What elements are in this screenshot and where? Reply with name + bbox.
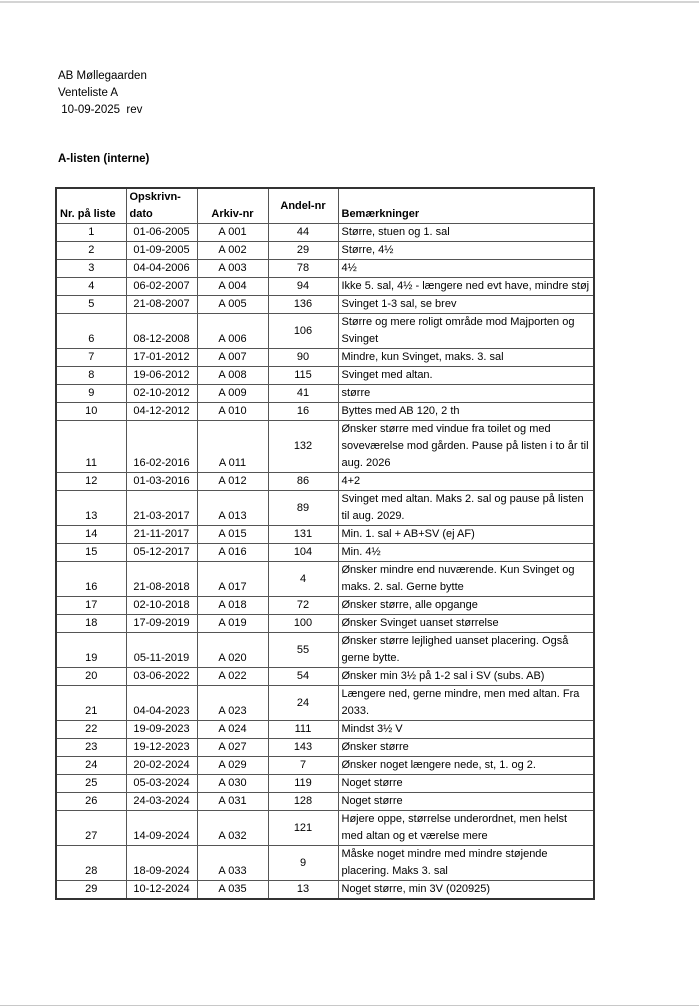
row-andel: 115 bbox=[268, 367, 338, 385]
row-remarks: Ønsker Svinget uanset størrelse bbox=[338, 615, 594, 633]
row-arkiv: A 001 bbox=[197, 224, 268, 242]
table-row bbox=[56, 846, 594, 881]
row-dato: 06-02-2007 bbox=[126, 278, 197, 296]
row-nr: 1 bbox=[56, 224, 126, 242]
table-row bbox=[56, 881, 594, 900]
row-arkiv: A 024 bbox=[197, 721, 268, 739]
table-row bbox=[56, 686, 594, 721]
row-arkiv: A 010 bbox=[197, 403, 268, 421]
row-andel: 131 bbox=[268, 526, 338, 544]
row-arkiv: A 023 bbox=[197, 686, 268, 721]
table-row bbox=[56, 473, 594, 491]
row-dato: 04-04-2023 bbox=[126, 686, 197, 721]
table-row bbox=[56, 349, 594, 367]
row-remarks: Ønsker mindre end nuværende. Kun Svinget og maks. 2. sal. Gerne bytte bbox=[338, 562, 594, 597]
row-dato: 18-09-2024 bbox=[126, 846, 197, 881]
row-remarks: Større, stuen og 1. sal bbox=[338, 224, 594, 242]
section-title: A-listen (interne) bbox=[58, 153, 150, 165]
row-nr: 19 bbox=[56, 633, 126, 668]
row-andel: 121 bbox=[268, 811, 338, 846]
row-remarks: Mindre, kun Svinget, maks. 3. sal bbox=[338, 349, 594, 367]
table-row bbox=[56, 421, 594, 473]
header-dato bbox=[126, 188, 197, 224]
row-dato: 21-11-2017 bbox=[126, 526, 197, 544]
row-nr: 16 bbox=[56, 562, 126, 597]
row-dato: 02-10-2012 bbox=[126, 385, 197, 403]
table-row bbox=[56, 615, 594, 633]
page-bottom-edge bbox=[0, 1005, 699, 1006]
row-nr: 25 bbox=[56, 775, 126, 793]
row-remarks: Ønsker min 3½ på 1-2 sal i SV (subs. AB) bbox=[338, 668, 594, 686]
row-andel: 9 bbox=[268, 846, 338, 881]
header-andel: Andel-nr bbox=[268, 188, 338, 224]
table-row bbox=[56, 526, 594, 544]
row-andel: 119 bbox=[268, 775, 338, 793]
row-andel: 72 bbox=[268, 597, 338, 615]
row-andel: 106 bbox=[268, 314, 338, 349]
row-remarks: Længere ned, gerne mindre, men med altan. Fra 2033. bbox=[338, 686, 594, 721]
row-remarks: Svinget med altan. Maks 2. sal og pause på listen til aug. 2029. bbox=[338, 491, 594, 526]
row-andel: 90 bbox=[268, 349, 338, 367]
row-remarks: Byttes med AB 120, 2 th bbox=[338, 403, 594, 421]
row-arkiv: A 030 bbox=[197, 775, 268, 793]
row-nr: 5 bbox=[56, 296, 126, 314]
row-dato: 21-08-2007 bbox=[126, 296, 197, 314]
table-row bbox=[56, 757, 594, 775]
row-nr: 10 bbox=[56, 403, 126, 421]
row-remarks: Svinget 1-3 sal, se brev bbox=[338, 296, 594, 314]
table-row bbox=[56, 278, 594, 296]
row-andel: 94 bbox=[268, 278, 338, 296]
row-arkiv: A 004 bbox=[197, 278, 268, 296]
row-arkiv: A 032 bbox=[197, 811, 268, 846]
table-row bbox=[56, 811, 594, 846]
row-nr: 7 bbox=[56, 349, 126, 367]
row-nr: 23 bbox=[56, 739, 126, 757]
table-row bbox=[56, 314, 594, 349]
row-remarks: Svinget med altan. bbox=[338, 367, 594, 385]
row-dato: 19-09-2023 bbox=[126, 721, 197, 739]
row-arkiv: A 029 bbox=[197, 757, 268, 775]
row-dato: 01-03-2016 bbox=[126, 473, 197, 491]
page-top-edge bbox=[0, 1, 699, 3]
row-remarks: Ikke 5. sal, 4½ - længere ned evt have, mindre støj bbox=[338, 278, 594, 296]
row-arkiv: A 016 bbox=[197, 544, 268, 562]
row-nr: 9 bbox=[56, 385, 126, 403]
row-remarks: Måske noget mindre med mindre støjende placering. Maks 3. sal bbox=[338, 846, 594, 881]
table-row bbox=[56, 668, 594, 686]
row-arkiv: A 008 bbox=[197, 367, 268, 385]
row-dato: 10-12-2024 bbox=[126, 881, 197, 900]
row-arkiv: A 035 bbox=[197, 881, 268, 900]
row-nr: 28 bbox=[56, 846, 126, 881]
row-remarks: 4½ bbox=[338, 260, 594, 278]
row-andel: 13 bbox=[268, 881, 338, 900]
row-dato: 20-02-2024 bbox=[126, 757, 197, 775]
table-row bbox=[56, 260, 594, 278]
table-row bbox=[56, 544, 594, 562]
row-nr: 27 bbox=[56, 811, 126, 846]
row-nr: 21 bbox=[56, 686, 126, 721]
row-andel: 41 bbox=[268, 385, 338, 403]
row-nr: 2 bbox=[56, 242, 126, 260]
row-dato: 02-10-2018 bbox=[126, 597, 197, 615]
row-nr: 8 bbox=[56, 367, 126, 385]
row-arkiv: A 002 bbox=[197, 242, 268, 260]
row-nr: 4 bbox=[56, 278, 126, 296]
row-nr: 3 bbox=[56, 260, 126, 278]
row-arkiv: A 018 bbox=[197, 597, 268, 615]
table-row bbox=[56, 775, 594, 793]
row-remarks: Ønsker større, alle opgange bbox=[338, 597, 594, 615]
row-andel: 100 bbox=[268, 615, 338, 633]
row-remarks: Noget større bbox=[338, 775, 594, 793]
row-andel: 4 bbox=[268, 562, 338, 597]
row-andel: 89 bbox=[268, 491, 338, 526]
organization-name: AB Møllegaarden bbox=[58, 70, 147, 82]
row-andel: 104 bbox=[268, 544, 338, 562]
row-arkiv: A 009 bbox=[197, 385, 268, 403]
row-andel: 86 bbox=[268, 473, 338, 491]
row-dato: 01-09-2005 bbox=[126, 242, 197, 260]
row-andel: 78 bbox=[268, 260, 338, 278]
row-arkiv: A 006 bbox=[197, 314, 268, 349]
row-dato: 21-08-2018 bbox=[126, 562, 197, 597]
row-dato: 14-09-2024 bbox=[126, 811, 197, 846]
row-andel: 44 bbox=[268, 224, 338, 242]
row-nr: 17 bbox=[56, 597, 126, 615]
row-arkiv: A 027 bbox=[197, 739, 268, 757]
row-dato: 17-01-2012 bbox=[126, 349, 197, 367]
row-remarks: Ønsker større med vindue fra toilet og med soveværelse mod gården. Pause på listen i to år til aug. 2026 bbox=[338, 421, 594, 473]
table-body bbox=[56, 224, 594, 900]
table-row bbox=[56, 242, 594, 260]
row-nr: 24 bbox=[56, 757, 126, 775]
row-remarks: Min. 4½ bbox=[338, 544, 594, 562]
row-nr: 20 bbox=[56, 668, 126, 686]
list-name: Venteliste A bbox=[58, 87, 119, 99]
table-row bbox=[56, 633, 594, 668]
table-row bbox=[56, 385, 594, 403]
table-row bbox=[56, 562, 594, 597]
header-dato-bottom: dato bbox=[129, 208, 153, 220]
table-row bbox=[56, 739, 594, 757]
row-dato: 04-12-2012 bbox=[126, 403, 197, 421]
row-nr: 12 bbox=[56, 473, 126, 491]
table-row bbox=[56, 721, 594, 739]
row-andel: 55 bbox=[268, 633, 338, 668]
row-dato: 08-12-2008 bbox=[126, 314, 197, 349]
header-nr: Nr. på liste bbox=[56, 188, 126, 224]
header-remarks: Bemærkninger bbox=[338, 188, 594, 224]
row-arkiv: A 012 bbox=[197, 473, 268, 491]
waiting-list-table bbox=[55, 187, 595, 900]
row-dato: 01-06-2005 bbox=[126, 224, 197, 242]
row-andel: 136 bbox=[268, 296, 338, 314]
row-arkiv: A 031 bbox=[197, 793, 268, 811]
row-nr: 6 bbox=[56, 314, 126, 349]
table-row bbox=[56, 224, 594, 242]
row-dato: 17-09-2019 bbox=[126, 615, 197, 633]
row-arkiv: A 003 bbox=[197, 260, 268, 278]
row-remarks: Min. 1. sal + AB+SV (ej AF) bbox=[338, 526, 594, 544]
row-remarks: Ønsker større lejlighed uanset placering. Også gerne bytte. bbox=[338, 633, 594, 668]
row-nr: 14 bbox=[56, 526, 126, 544]
row-arkiv: A 019 bbox=[197, 615, 268, 633]
row-arkiv: A 013 bbox=[197, 491, 268, 526]
row-remarks: 4+2 bbox=[338, 473, 594, 491]
row-remarks: Ønsker større bbox=[338, 739, 594, 757]
row-dato: 03-06-2022 bbox=[126, 668, 197, 686]
row-andel: 24 bbox=[268, 686, 338, 721]
row-andel: 54 bbox=[268, 668, 338, 686]
table-row bbox=[56, 296, 594, 314]
row-remarks: Ønsker noget længere nede, st, 1. og 2. bbox=[338, 757, 594, 775]
row-andel: 7 bbox=[268, 757, 338, 775]
row-dato: 16-02-2016 bbox=[126, 421, 197, 473]
row-arkiv: A 015 bbox=[197, 526, 268, 544]
table-row bbox=[56, 367, 594, 385]
revision-date: 10-09-2025 rev bbox=[58, 104, 143, 116]
header-dato-top: Opskrivn- bbox=[129, 191, 181, 203]
table-row bbox=[56, 793, 594, 811]
row-dato: 19-06-2012 bbox=[126, 367, 197, 385]
row-dato: 05-12-2017 bbox=[126, 544, 197, 562]
row-arkiv: A 033 bbox=[197, 846, 268, 881]
row-nr: 11 bbox=[56, 421, 126, 473]
row-arkiv: A 017 bbox=[197, 562, 268, 597]
row-dato: 05-03-2024 bbox=[126, 775, 197, 793]
table-header-row bbox=[56, 188, 594, 224]
row-remarks: Større, 4½ bbox=[338, 242, 594, 260]
row-nr: 26 bbox=[56, 793, 126, 811]
row-dato: 21-03-2017 bbox=[126, 491, 197, 526]
row-dato: 05-11-2019 bbox=[126, 633, 197, 668]
row-dato: 19-12-2023 bbox=[126, 739, 197, 757]
row-andel: 16 bbox=[268, 403, 338, 421]
row-andel: 128 bbox=[268, 793, 338, 811]
row-arkiv: A 005 bbox=[197, 296, 268, 314]
row-nr: 18 bbox=[56, 615, 126, 633]
row-remarks: Noget større bbox=[338, 793, 594, 811]
row-dato: 24-03-2024 bbox=[126, 793, 197, 811]
row-remarks: større bbox=[338, 385, 594, 403]
header-arkiv: Arkiv-nr bbox=[197, 188, 268, 224]
row-andel: 111 bbox=[268, 721, 338, 739]
row-arkiv: A 011 bbox=[197, 421, 268, 473]
row-remarks: Mindst 3½ V bbox=[338, 721, 594, 739]
row-dato: 04-04-2006 bbox=[126, 260, 197, 278]
row-remarks: Højere oppe, størrelse underordnet, men helst med altan og et værelse mere bbox=[338, 811, 594, 846]
table-row bbox=[56, 597, 594, 615]
row-remarks: Større og mere roligt område mod Majporten og Svinget bbox=[338, 314, 594, 349]
row-remarks: Noget større, min 3V (020925) bbox=[338, 881, 594, 900]
row-arkiv: A 022 bbox=[197, 668, 268, 686]
row-nr: 15 bbox=[56, 544, 126, 562]
table-row bbox=[56, 491, 594, 526]
document-header bbox=[58, 68, 147, 119]
table-row bbox=[56, 403, 594, 421]
row-arkiv: A 020 bbox=[197, 633, 268, 668]
row-nr: 29 bbox=[56, 881, 126, 900]
row-nr: 13 bbox=[56, 491, 126, 526]
row-andel: 132 bbox=[268, 421, 338, 473]
row-andel: 29 bbox=[268, 242, 338, 260]
row-arkiv: A 007 bbox=[197, 349, 268, 367]
row-andel: 143 bbox=[268, 739, 338, 757]
row-nr: 22 bbox=[56, 721, 126, 739]
